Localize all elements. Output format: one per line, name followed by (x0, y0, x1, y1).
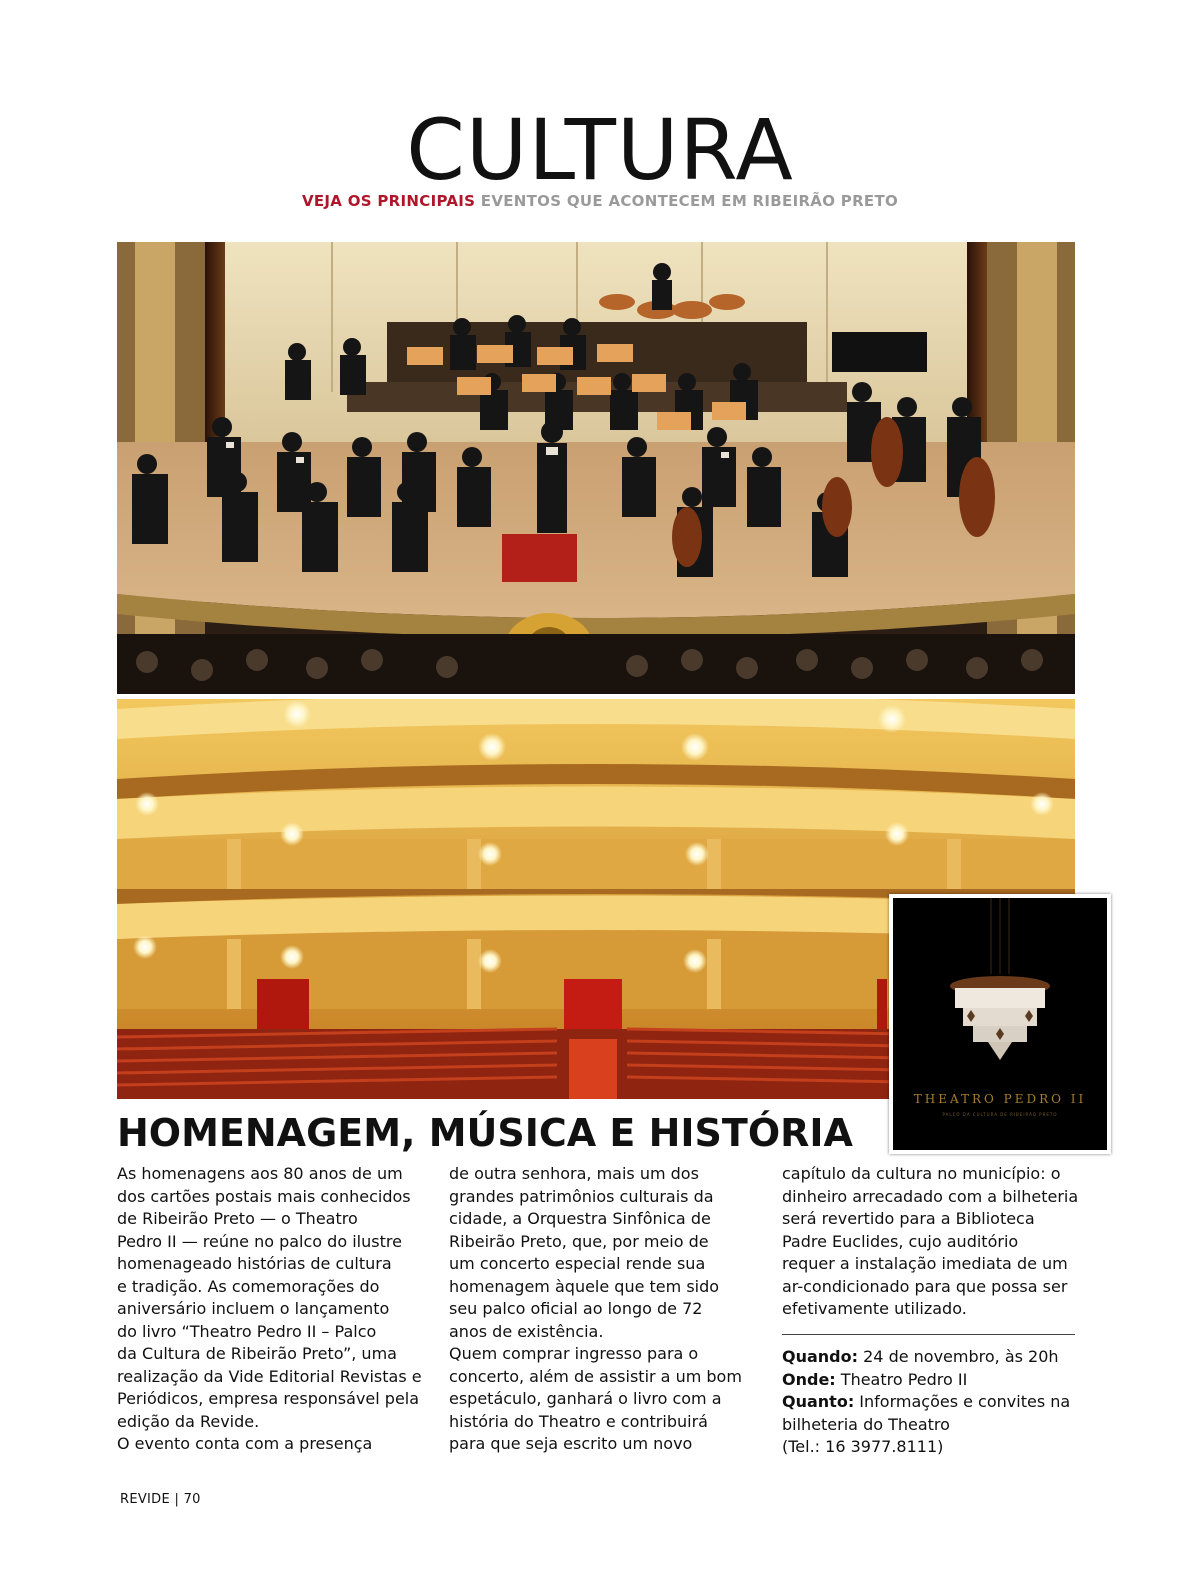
book-subtitle: PALCO DA CULTURA DE RIBEIRÃO PRETO (942, 1112, 1058, 1117)
info-price-label: Quanto: (782, 1392, 855, 1411)
article-line: espetáculo, ganhará o livro com a (449, 1389, 722, 1408)
article-line: As homenagens aos 80 anos de um (117, 1164, 403, 1183)
article-headline: HOMENAGEM, MÚSICA E HISTÓRIA (117, 1111, 853, 1155)
article-line: para que seja escrito um novo (449, 1434, 693, 1453)
article-line: será revertido para a Biblioteca (782, 1209, 1035, 1228)
article-line: história do Theatro e contribuirá (449, 1411, 708, 1431)
section-title: CULTURA (406, 101, 794, 199)
page-footer (120, 1492, 201, 1507)
article-line: capítulo da cultura no município: o (782, 1164, 1061, 1183)
article-line: anos de existência. (449, 1321, 604, 1341)
info-where (782, 1369, 1082, 1392)
article-line: homenagem àquele que tem sido (449, 1276, 720, 1296)
info-price-value-2: bilheteria do Theatro (782, 1414, 950, 1434)
book-title: THEATRO PEDRO II (913, 1092, 1087, 1106)
article-line: Padre Euclides, cujo auditório (782, 1231, 1019, 1251)
info-divider (782, 1334, 1075, 1335)
article-line: Ribeirão Preto, que, por meio de (449, 1231, 709, 1251)
subtitle-rest: EVENTOS QUE ACONTECEM EM RIBEIRÃO PRETO (480, 192, 899, 210)
article-line: homenageado histórias de cultura (117, 1254, 392, 1273)
info-price-value: Informações e convites na (854, 1392, 1071, 1411)
article-column-1 (117, 1163, 422, 1456)
article-line: seu palco oficial ao longo de 72 (449, 1299, 703, 1318)
article-line: edição da Revide. (117, 1411, 260, 1431)
article-line: do livro “Theatro Pedro II – Palco (117, 1321, 377, 1341)
article-line: efetivamente utilizado. (782, 1299, 967, 1318)
article-line: e tradição. As comemorações do (117, 1276, 380, 1296)
info-when: Quando: 24 de novembro, às 20h (782, 1347, 1059, 1366)
event-info (782, 1346, 1082, 1459)
article-line: de outra senhora, mais um dos (449, 1164, 699, 1183)
article-column-2 (449, 1163, 754, 1456)
info-price (782, 1391, 1082, 1414)
article-line: um concerto especial rende sua (449, 1254, 706, 1273)
info-when-value: 24 de novembro, às 20h (858, 1347, 1059, 1366)
footer-page-number: 70 (183, 1492, 201, 1507)
section-subtitle (0, 192, 1200, 210)
article-line: dinheiro arrecadado com a bilheteria (782, 1186, 1079, 1206)
info-phone: (Tel.: 16 3977.8111) (782, 1437, 944, 1456)
info-where-value: Theatro Pedro II (835, 1369, 968, 1389)
article-line: cidade, a Orquestra Sinfônica de (449, 1209, 711, 1228)
article-line: Quem comprar ingresso para o (449, 1344, 699, 1363)
article-line: O evento conta com a presença (117, 1434, 373, 1453)
article-line: da Cultura de Ribeirão Preto”, uma (117, 1344, 397, 1363)
article-line: Pedro II — reúne no palco do ilustre (117, 1231, 402, 1251)
subtitle-highlight: VEJA OS PRINCIPAIS (301, 192, 476, 210)
info-where-label: Onde: (782, 1369, 836, 1389)
orchestra-photo (117, 242, 1075, 694)
article-line: aniversário incluem o lançamento (117, 1299, 390, 1318)
article-line: de Ribeirão Preto — o Theatro (117, 1209, 358, 1228)
article-line: realização da Vide Editorial Revistas e (117, 1366, 422, 1386)
article-line: requer a instalação imediata de um (782, 1254, 1068, 1273)
article-line: Periódicos, empresa responsável pela (117, 1389, 420, 1408)
book-cover (889, 894, 1111, 1154)
info-when-label: Quando (782, 1347, 852, 1366)
article-line: ar-condicionado para que possa ser (782, 1276, 1068, 1296)
footer-separator: | (174, 1492, 180, 1507)
article-line: concerto, além de assistir a um bom (449, 1366, 742, 1386)
article-line: grandes patrimônios culturais da (449, 1186, 714, 1206)
footer-magazine: REVIDE (120, 1492, 170, 1507)
article-line: dos cartões postais mais conhecidos (117, 1186, 411, 1206)
article-column-3 (782, 1163, 1082, 1321)
